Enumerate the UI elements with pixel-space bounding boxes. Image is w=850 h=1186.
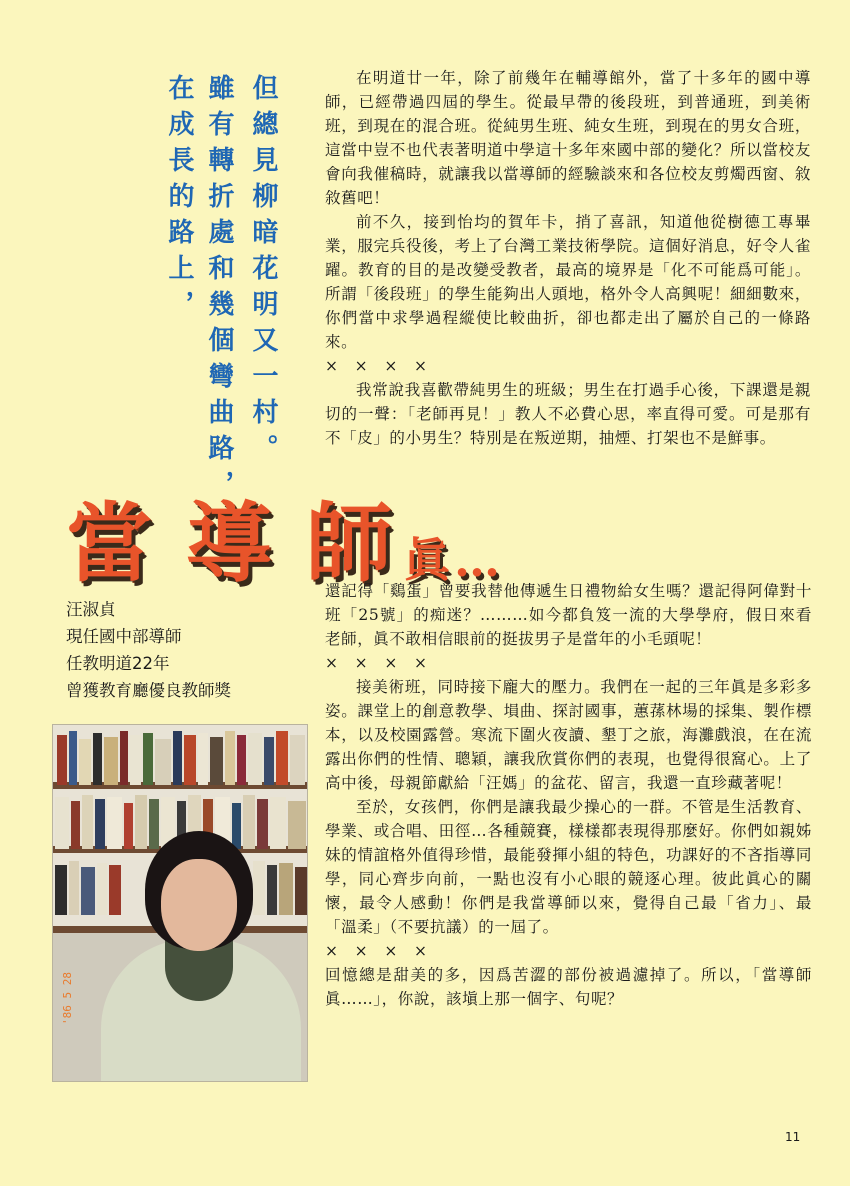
- bookshelf-row: [53, 725, 308, 789]
- title-sub: 眞…: [404, 533, 504, 587]
- author-position: 現任國中部導師: [66, 627, 182, 646]
- page-number: 11: [785, 1130, 801, 1144]
- paragraph: 在明道廿一年，除了前幾年在輔導館外，當了十多年的國中導師，已經帶過四屆的學生。從最早帶的後段班，到普通班，到美術班，到現在的混合班。從純男生班、純女生班，到現在的男女合班，這當中豈不也代表著明道中學這十多年來國中部的變化？所以當校友會向我催稿時，就讓我以當導師的經驗談來和各位校友剪燭西窗、敘敘舊吧！: [325, 69, 811, 207]
- author-name: 汪淑貞: [66, 600, 116, 619]
- author-award: 曾獲教育廳優良教師獎: [66, 681, 231, 700]
- paragraph: 前不久，接到怡均的賀年卡，捎了喜訊，知道他從樹德工專畢業，服完兵役後，考上了台灣工業技術學院。這個好消息，好令人雀躍。教育的目的是改變受教者，最高的境界是「化不可能爲可能」。所謂「後段班」的學生能夠出人頭地，格外令人高興呢！細細數來，你們當中求學過程縱使比較曲折，卻也都走出了屬於自己的一條路來。: [325, 213, 811, 351]
- author-tenure: 任教明道22年: [66, 654, 170, 673]
- author-info: [66, 596, 306, 704]
- books-icon: [53, 729, 308, 785]
- person-face: [161, 859, 237, 951]
- paragraph: 我常說我喜歡帶純男生的班級；男生在打過手心後，下課還是親切的一聲：「老師再見！」教人不必費心思，率直得可愛。可是那有不「皮」的小男生？特別是在叛逆期，抽煙、打架也不是鮮事。: [325, 381, 811, 447]
- vertical-verse-line-1: 在成長的路上，: [164, 74, 194, 326]
- author-photo: [52, 724, 308, 1082]
- paragraph: 接美術班，同時接下龐大的壓力。我們在一起的三年眞是多彩多姿。課堂上的創意教學、塤曲、探討國事，蕙蓀林場的採集、製作標本，以及校園露營。寒流下圍火夜讀、墾丁之旅，海灘戲浪，在在流露出你們的性情、聰穎，讓我欣賞你們的表現，也覺得很窩心。上了高中後，母親節獻給「汪媽」的盆花、留言，我還一直珍藏著呢！: [325, 678, 812, 792]
- section-separator: × × × ×: [325, 357, 428, 375]
- article-title: [66, 474, 826, 594]
- article-top-section: [325, 66, 811, 450]
- paragraph: 還記得「鷄蛋」曾要我替他傳遞生日禮物給女生嗎？還記得阿偉對十班「25號」的痴迷？………如今都負笈一流的大學學府，假日來看老師，眞不敢相信眼前的挺拔男子是當年的小毛頭呢！: [325, 582, 812, 648]
- paragraph: 回憶總是甜美的多，因爲苦澀的部份被過濾掉了。所以，「當導師眞……」，你說，該塡上那一個字、句呢？: [325, 966, 812, 1008]
- section-separator: × × × ×: [325, 942, 428, 960]
- article-bottom-section: [325, 579, 812, 1011]
- vertical-verse-line-2: 雖有轉折處和幾個彎曲路，: [204, 74, 234, 506]
- photo-date-stamp: '86 5 28: [61, 972, 74, 1025]
- title-main: 當導師: [66, 493, 426, 594]
- vertical-verse-line-3: 但總見柳暗花明又一村。: [248, 74, 278, 470]
- paragraph: 至於，女孩們，你們是讓我最少操心的一群。不管是生活教育、學業、或合唱、田徑…各種競賽，樣樣都表現得那麼好。你們如親姊妹的情誼格外值得珍惜，最能發揮小組的特色，功課好的不吝指導同學，同心齊步向前，一點也沒有小心眼的競逐心理。彼此眞心的關懷，最令人感動！你們是我當導師以來，覺得自己最「省力」、最「溫柔」（不要抗議）的一屆了。: [325, 798, 812, 936]
- section-separator: × × × ×: [325, 654, 428, 672]
